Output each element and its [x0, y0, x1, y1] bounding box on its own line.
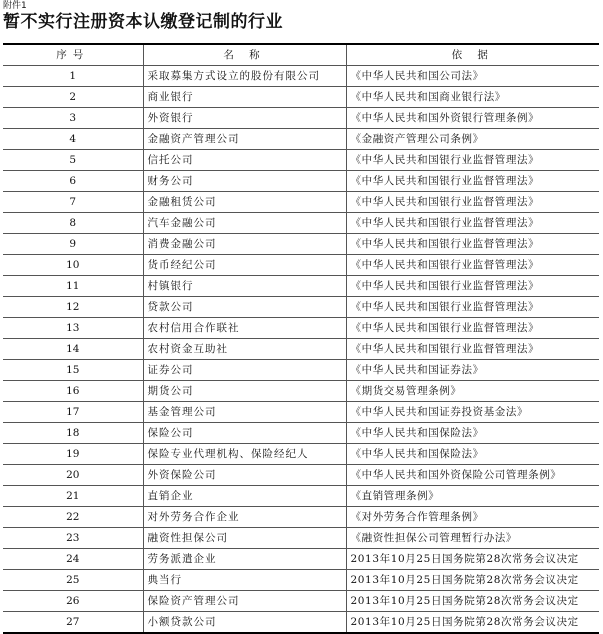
legal-basis: 《中华人民共和国银行业监督管理法》 [346, 171, 599, 192]
industry-name: 证券公司 [143, 360, 346, 381]
legal-basis: 《融资性担保公司管理暂行办法》 [346, 528, 599, 549]
industry-name: 采取募集方式设立的股份有限公司 [143, 66, 346, 87]
row-number: 6 [3, 171, 143, 192]
table-header-row [3, 44, 599, 66]
industry-name: 财务公司 [143, 171, 346, 192]
industry-name: 消费金融公司 [143, 234, 346, 255]
table-row [3, 276, 599, 297]
header-name: 名 称 [143, 44, 346, 66]
table-row [3, 150, 599, 171]
industry-name: 期货公司 [143, 381, 346, 402]
row-number: 5 [3, 150, 143, 171]
table-row [3, 381, 599, 402]
row-number: 23 [3, 528, 143, 549]
table-row [3, 255, 599, 276]
row-number: 25 [3, 570, 143, 591]
page-title: 暂不实行注册资本认缴登记制的行业 [3, 12, 283, 32]
legal-basis: 《对外劳务合作管理条例》 [346, 507, 599, 528]
industry-name: 村镇银行 [143, 276, 346, 297]
industry-name: 融资性担保公司 [143, 528, 346, 549]
legal-basis: 《中华人民共和国银行业监督管理法》 [346, 213, 599, 234]
table-row [3, 465, 599, 486]
legal-basis: 《中华人民共和国银行业监督管理法》 [346, 234, 599, 255]
row-number: 7 [3, 192, 143, 213]
row-number: 15 [3, 360, 143, 381]
row-number: 11 [3, 276, 143, 297]
legal-basis: 《中华人民共和国银行业监督管理法》 [346, 339, 599, 360]
industry-name: 直销企业 [143, 486, 346, 507]
industry-table [3, 43, 599, 634]
legal-basis: 《中华人民共和国商业银行法》 [346, 87, 599, 108]
table-row [3, 612, 599, 634]
legal-basis: 《中华人民共和国证券法》 [346, 360, 599, 381]
row-number: 9 [3, 234, 143, 255]
industry-name: 农村信用合作联社 [143, 318, 346, 339]
row-number: 24 [3, 549, 143, 570]
row-number: 2 [3, 87, 143, 108]
legal-basis: 《中华人民共和国银行业监督管理法》 [346, 318, 599, 339]
header-basis: 依 据 [346, 44, 599, 66]
table-row [3, 402, 599, 423]
table-row [3, 297, 599, 318]
table-row [3, 192, 599, 213]
legal-basis: 《中华人民共和国银行业监督管理法》 [346, 276, 599, 297]
row-number: 1 [3, 66, 143, 87]
table-row [3, 87, 599, 108]
industry-name: 保险资产管理公司 [143, 591, 346, 612]
table-row [3, 507, 599, 528]
industry-name: 外资保险公司 [143, 465, 346, 486]
table-row [3, 486, 599, 507]
row-number: 27 [3, 612, 143, 634]
industry-name: 保险专业代理机构、保险经纪人 [143, 444, 346, 465]
legal-basis: 2013年10月25日国务院第28次常务会议决定 [346, 570, 599, 591]
industry-name: 货币经纪公司 [143, 255, 346, 276]
row-number: 8 [3, 213, 143, 234]
legal-basis: 《期货交易管理条例》 [346, 381, 599, 402]
table-row [3, 360, 599, 381]
table-row [3, 570, 599, 591]
legal-basis: 《中华人民共和国银行业监督管理法》 [346, 255, 599, 276]
row-number: 22 [3, 507, 143, 528]
table-row [3, 234, 599, 255]
industry-name: 保险公司 [143, 423, 346, 444]
table-row [3, 528, 599, 549]
row-number: 4 [3, 129, 143, 150]
industry-name: 贷款公司 [143, 297, 346, 318]
table-row [3, 171, 599, 192]
table-row [3, 591, 599, 612]
row-number: 3 [3, 108, 143, 129]
legal-basis: 《中华人民共和国银行业监督管理法》 [346, 297, 599, 318]
table-row [3, 129, 599, 150]
industry-name: 信托公司 [143, 150, 346, 171]
legal-basis: 《直销管理条例》 [346, 486, 599, 507]
table-row [3, 423, 599, 444]
row-number: 10 [3, 255, 143, 276]
row-number: 16 [3, 381, 143, 402]
industry-name: 汽车金融公司 [143, 213, 346, 234]
legal-basis: 《金融资产管理公司条例》 [346, 129, 599, 150]
row-number: 26 [3, 591, 143, 612]
industry-name: 对外劳务合作企业 [143, 507, 346, 528]
row-number: 21 [3, 486, 143, 507]
table-row [3, 549, 599, 570]
table-row [3, 444, 599, 465]
table-row [3, 66, 599, 87]
table-row [3, 339, 599, 360]
industry-name: 外资银行 [143, 108, 346, 129]
legal-basis: 2013年10月25日国务院第28次常务会议决定 [346, 591, 599, 612]
row-number: 20 [3, 465, 143, 486]
row-number: 17 [3, 402, 143, 423]
industry-name: 农村资金互助社 [143, 339, 346, 360]
row-number: 12 [3, 297, 143, 318]
industry-name: 金融租赁公司 [143, 192, 346, 213]
legal-basis: 《中华人民共和国证券投资基金法》 [346, 402, 599, 423]
legal-basis: 《中华人民共和国公司法》 [346, 66, 599, 87]
row-number: 13 [3, 318, 143, 339]
legal-basis: 《中华人民共和国银行业监督管理法》 [346, 192, 599, 213]
attachment-label: 附件1 [3, 1, 27, 11]
legal-basis: 2013年10月25日国务院第28次常务会议决定 [346, 612, 599, 634]
industry-name: 小额贷款公司 [143, 612, 346, 634]
industry-name: 商业银行 [143, 87, 346, 108]
legal-basis: 《中华人民共和国保险法》 [346, 423, 599, 444]
table-body [3, 66, 599, 634]
industry-name: 典当行 [143, 570, 346, 591]
legal-basis: 《中华人民共和国银行业监督管理法》 [346, 150, 599, 171]
legal-basis: 《中华人民共和国保险法》 [346, 444, 599, 465]
table-row [3, 318, 599, 339]
row-number: 18 [3, 423, 143, 444]
row-number: 19 [3, 444, 143, 465]
industry-name: 劳务派遣企业 [143, 549, 346, 570]
table-row [3, 108, 599, 129]
header-number: 序号 [3, 44, 143, 66]
legal-basis: 2013年10月25日国务院第28次常务会议决定 [346, 549, 599, 570]
industry-name: 金融资产管理公司 [143, 129, 346, 150]
industry-name: 基金管理公司 [143, 402, 346, 423]
legal-basis: 《中华人民共和国外资保险公司管理条例》 [346, 465, 599, 486]
table-row [3, 213, 599, 234]
legal-basis: 《中华人民共和国外资银行管理条例》 [346, 108, 599, 129]
row-number: 14 [3, 339, 143, 360]
